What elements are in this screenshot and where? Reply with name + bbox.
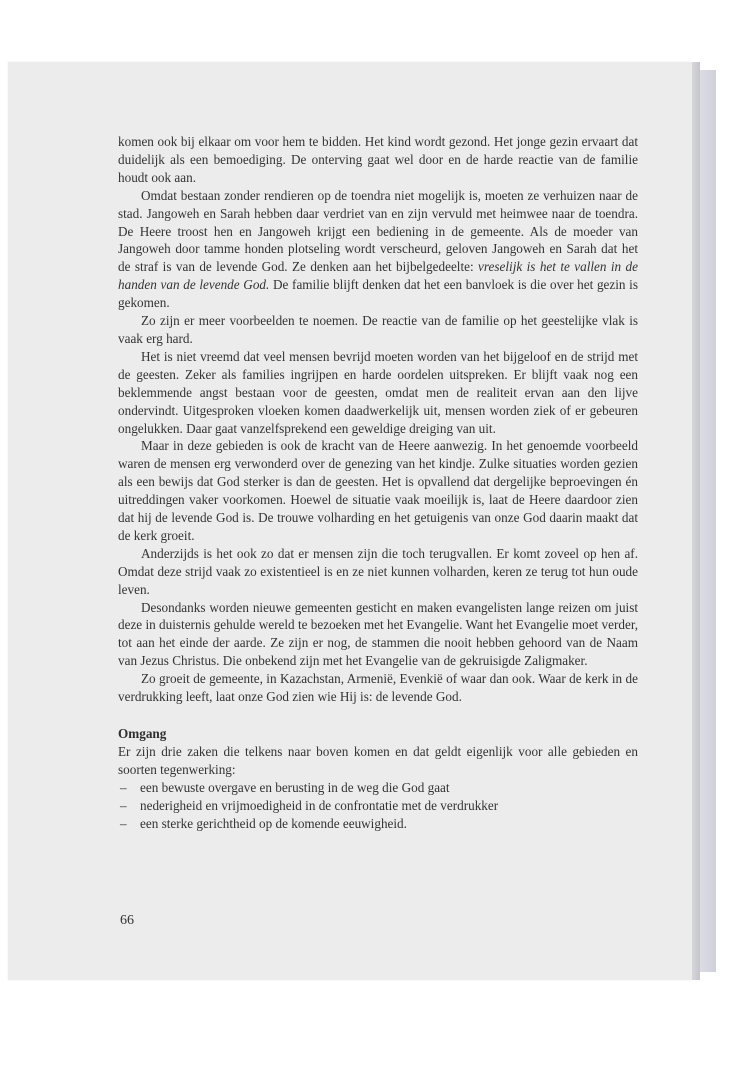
paragraph-7: Desondanks worden nieuwe gemeenten gesticht en maken evangelisten lange reizen om juist deze in duisternis gehulde wereld te bezoeken met het Evangelie. Want het Evangelie moet verder, tot aan het einde der aarde. Ze zijn er nog, de stammen die nooit hebben gehoord van de Naam van Jezus Christus. Die onbekend zijn met het Evangelie van de gekruisigde Zaligmaker. — [118, 599, 638, 669]
paragraph-6: Anderzijds is het ook zo dat er mensen zijn die toch terugvallen. Er komt zoveel op hen af. Omdat deze strijd vaak zo existentieel is en ze niet kunnen volharden, keren ze terug tot hun oude leven. — [118, 545, 638, 597]
dash-bullet: – — [120, 797, 127, 813]
section-intro: Er zijn drie zaken die telkens naar boven komen en dat geldt eigenlijk voor alle gebieden en soorten tegenwerking: — [118, 743, 638, 777]
paragraph-2-end: De familie blijft denken dat het een banvloek is die over het gezin is gekomen. — [118, 277, 638, 311]
list-item — [118, 779, 638, 797]
section-heading: Omgang — [118, 726, 167, 741]
body-text — [118, 133, 638, 832]
list-item — [118, 815, 638, 833]
point-list — [118, 779, 638, 833]
paragraph-8: Zo groeit de gemeente, in Kazachstan, Armenië, Evenkië of waar dan ook. Waar de kerk in de verdrukking leeft, laat onze God zien wie Hij is: de levende God. — [118, 671, 638, 705]
page-number: 66 — [120, 913, 134, 928]
paragraph-5: Maar in deze gebieden is ook de kracht van de Heere aanwezig. In het genoemde voorbeeld waren de mensen erg verwonderd over de genezing van het kindje. Zulke situaties worden gezien als een bewijs dat God sterker is dan de geesten. Het is opvallend dat dergelijke beproevingen én uitreddingen vaker voorkomen. Hoewel de situatie vaak moeilijk is, laat de Heere daardoor zien dat hij de levende God is. De trouwe volharding en het getuigenis van onze God daarin maakt dat de kerk groeit. — [118, 438, 638, 543]
list-item-text: een bewuste overgave en berusting in de weg die God gaat — [140, 779, 450, 795]
list-item — [118, 797, 638, 815]
paragraph-3: Zo zijn er meer voorbeelden te noemen. De reactie van de familie op het geestelijke vlak is vaak erg hard. — [118, 313, 638, 346]
page-edge — [692, 62, 700, 980]
list-item-text: nederigheid en vrijmoedigheid in de confrontatie met de verdrukker — [140, 797, 499, 813]
paragraph-2-text: Omdat bestaan zonder rendieren op de toendra niet mogelijk is, moeten ze verhuizen naar de stad. Jangoweh en Sarah hebben daar verdriet van en zijn vervuld met heimwee naar de toendra. De Heere troost hen en Jangoweh krijgt een bediening in de gemeente. Als de moeder van Jangoweh door tamme honden plotseling wordt verscheurd, geloven Jangoweh en Sarah dat het de straf is van de levende God. Ze denken aan het bijbelgedeelte: — [118, 187, 638, 275]
paragraph-2 — [118, 187, 638, 312]
paragraph-4: Het is niet vreemd dat veel mensen bevrijd moeten worden van het bijgeloof en de strijd met de geesten. Zeker als families ingrijpen en harde oordelen uitspreken. Er blijft vaak nog een beklemmende angst bestaan voor de geesten, omdat men de realiteit ervan aan den lijve ondervindt. Uitgesproken vloeken komen daadwerkelijk uit, mensen worden ziek of er gebeuren ongelukken. Daar gaat vanzelfsprekend een geweldige dreiging van uit. — [118, 348, 638, 436]
list-item-text: een sterke gerichtheid op de komende eeuwigheid. — [140, 815, 407, 831]
bible-quote: vreselijk is het te vallen in de handen van de levende God. — [118, 259, 638, 293]
dash-bullet: – — [120, 815, 127, 831]
paragraph-1: komen ook bij elkaar om voor hem te bidden. Het kind wordt gezond. Het jonge gezin ervaart dat duidelijk als een bemoediging. De onterving gaat wel door en de harde reactie van de familie houdt ook aan. — [118, 134, 638, 185]
dash-bullet: – — [120, 779, 127, 795]
page-edge-outer — [700, 70, 716, 972]
